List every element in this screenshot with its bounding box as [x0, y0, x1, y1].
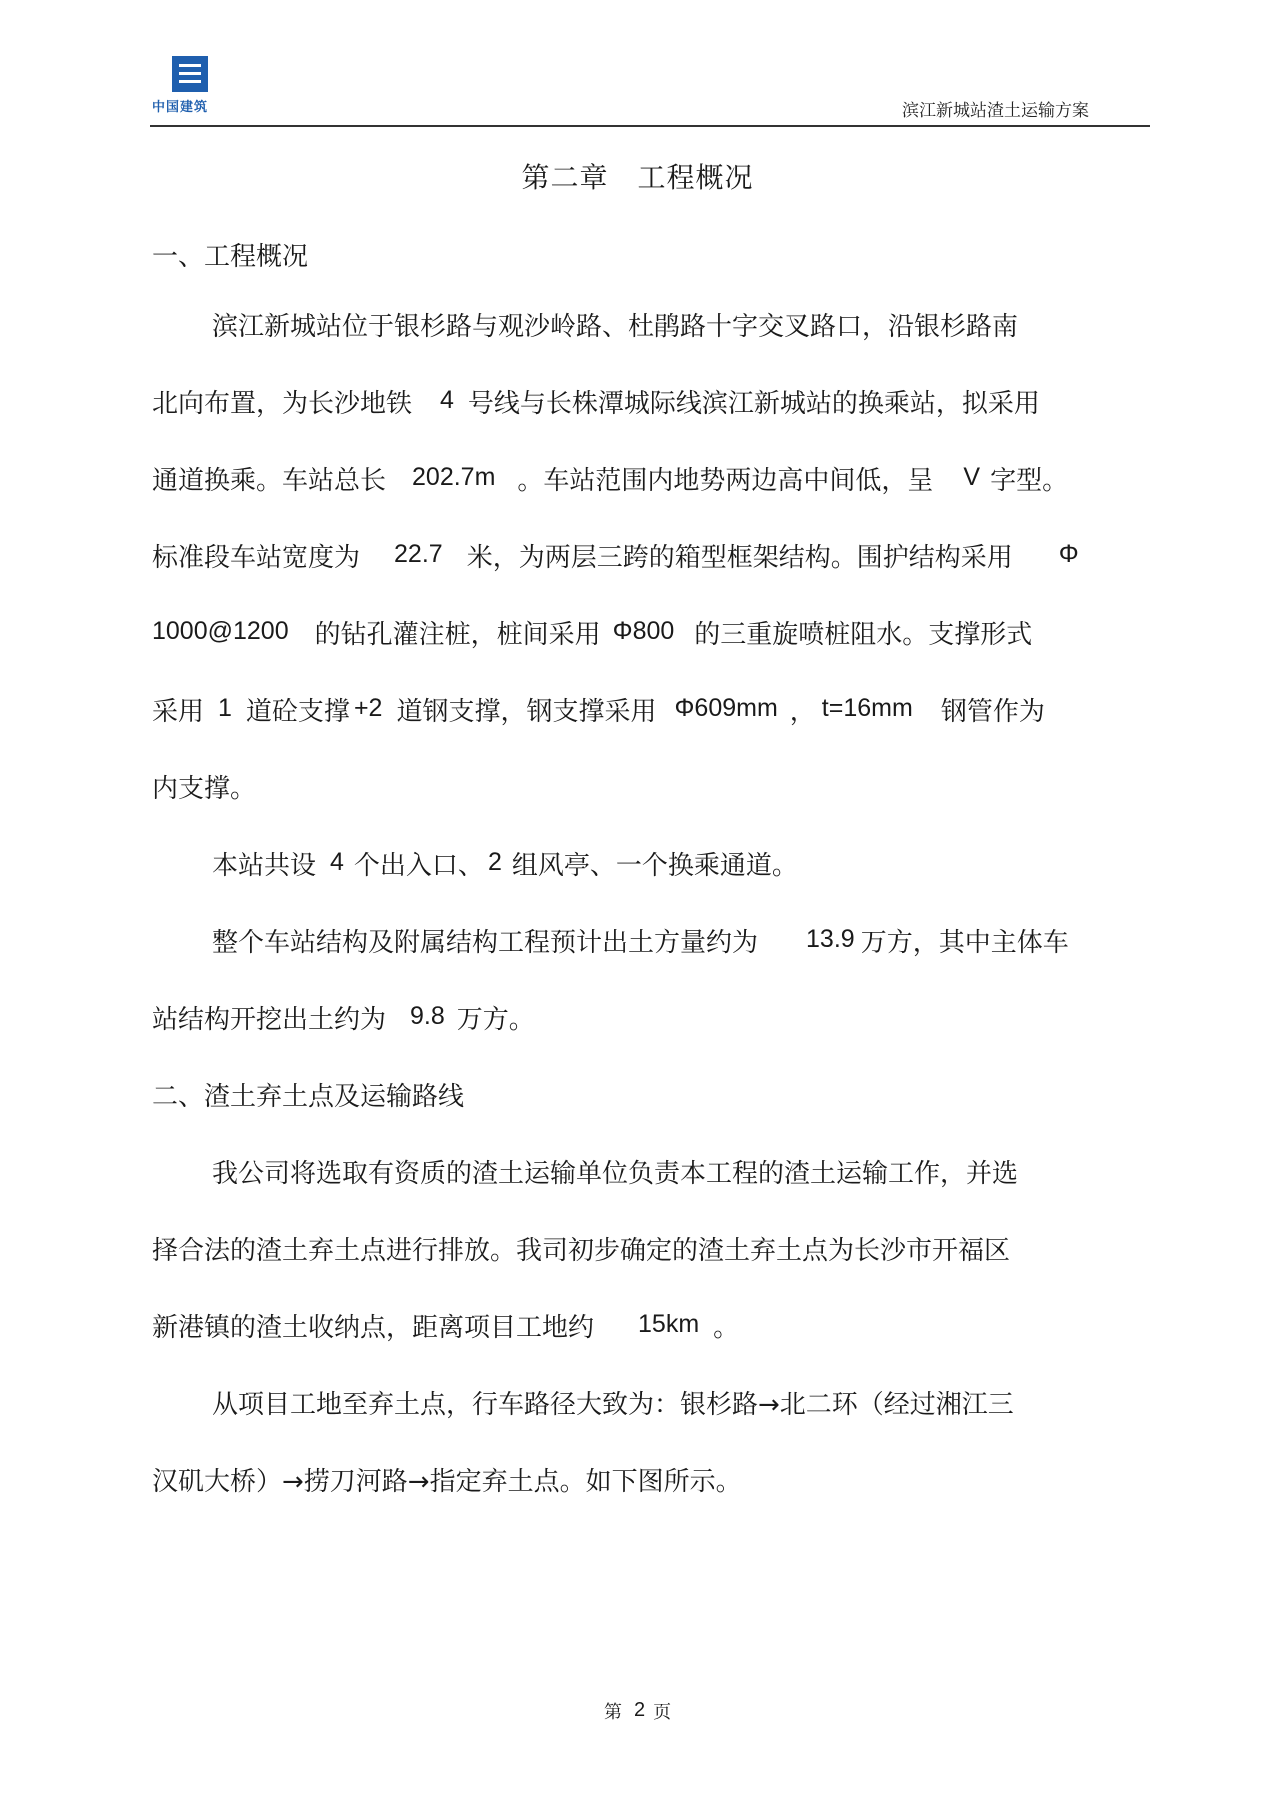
paragraph-line: 采用 1 道砼支撑 +2 道钢支撑，钢支撑采用 Φ609mm ， t=16mm 钢管作为	[152, 694, 1045, 727]
header-doc-title: 滨江新城站渣土运输方案	[902, 101, 1089, 121]
paragraph-line: 新港镇的渣土收纳点，距离项目工地约 15km 。	[152, 1310, 740, 1343]
paragraph-line: 我公司将选取有资质的渣土运输单位负责本工程的渣土运输工作，并选	[212, 1159, 1019, 1189]
header-divider	[150, 125, 1150, 127]
section-heading-route: 二、渣土弃土点及运输路线	[152, 1082, 465, 1112]
paragraph-line: 本站共设 4 个出入口、 2 组风亭、一个换乘通道。	[212, 848, 798, 881]
paragraph-line: 北向布置，为长沙地铁 4 号线与长株潭城际线滨江新城站的换乘站，拟采用	[152, 386, 1040, 419]
paragraph-line: 站结构开挖出土约为 9.8 万方。	[152, 1002, 535, 1035]
paragraph-line: 通道换乘。车站总长 202.7m 。车站范围内地势两边高中间低，呈 V 字型。	[152, 463, 1069, 496]
paragraph-line: 整个车站结构及附属结构工程预计出土方量约为 13.9 万方，其中主体车	[212, 925, 1069, 958]
logo-text: 中国建筑	[152, 100, 209, 115]
paragraph-line: 内支撑。	[152, 774, 257, 804]
paragraph-line: 标准段车站宽度为 22.7 米，为两层三跨的箱型框架结构。围护结构采用 Φ	[152, 540, 1079, 573]
section-heading-overview: 一、工程概况	[152, 242, 309, 272]
paragraph-line: 从项目工地至弃土点，行车路径大致为：银杉路→北二环（经过湘江三	[212, 1390, 1014, 1420]
chapter-title: 第二章 工程概况	[521, 161, 754, 194]
paragraph-line: 1000@1200 的钻孔灌注桩，桩间采用 Φ800 的三重旋喷桩阻水。支撑形式	[152, 617, 1033, 650]
paragraph-line: 汉矶大桥）→捞刀河路→指定弃土点。如下图所示。	[152, 1467, 742, 1497]
paragraph-line: 择合法的渣土弃土点进行排放。我司初步确定的渣土弃土点为长沙市开福区	[152, 1236, 1011, 1266]
cscec-logo-icon	[172, 56, 208, 92]
paragraph-line: 滨江新城站位于银杉路与观沙岭路、杜鹃路十字交叉路口，沿银杉路南	[212, 312, 1019, 342]
page-number: 第 2 页	[603, 1699, 672, 1723]
company-logo	[152, 56, 232, 118]
